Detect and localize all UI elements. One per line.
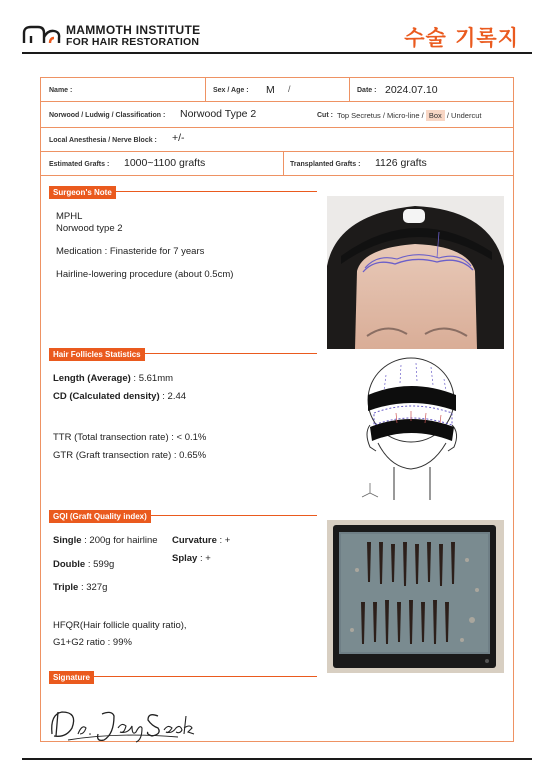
cut-label: Cut : xyxy=(317,112,333,119)
single-stat: Single : 200g for hairline xyxy=(53,535,158,546)
estimated-grafts-field[interactable]: 1000~1100 grafts xyxy=(124,157,206,169)
sex-field[interactable]: M xyxy=(266,84,275,96)
row-divider xyxy=(40,101,514,102)
follicle-monitor-photo xyxy=(327,520,504,673)
ttr-stat: TTR (Total transection rate) : < 0.1% xyxy=(53,432,207,443)
note-line-3: Medication : Finasteride for 7 years xyxy=(56,246,205,257)
classification-field[interactable]: Norwood Type 2 xyxy=(180,108,257,120)
follicle-stats-heading: Hair Follicles Statistics xyxy=(49,348,145,361)
footer-divider xyxy=(22,758,532,760)
date-label: Date : xyxy=(357,87,377,94)
header-divider xyxy=(22,52,532,54)
institute-subtitle: FOR HAIR RESTORATION xyxy=(66,36,200,48)
cut-options: Top Secretus / Micro-line / Box / Undercut xyxy=(337,111,482,120)
sex-age-label: Sex / Age : xyxy=(213,87,249,94)
column-divider xyxy=(283,151,284,175)
gqi-heading: GQI (Graft Quality index) xyxy=(49,510,151,523)
row-divider xyxy=(40,127,514,128)
ratio-stat: G1+G2 ratio : 99% xyxy=(53,637,132,648)
hfqr-label: HFQR(Hair follicle quality ratio), xyxy=(53,620,187,631)
anesthesia-field[interactable]: +/- xyxy=(172,132,185,144)
date-field[interactable]: 2024.07.10 xyxy=(385,84,438,96)
row-divider xyxy=(40,151,514,152)
mammoth-logo-icon xyxy=(22,25,62,47)
double-stat: Double : 599g xyxy=(53,559,115,570)
length-stat: Length (Average) : 5.61mm xyxy=(53,373,174,384)
column-divider xyxy=(205,77,206,101)
surgeons-note-heading: Surgeon's Note xyxy=(49,186,116,199)
note-line-4: Hairline-lowering procedure (about 0.5cm) xyxy=(56,269,234,280)
sex-age-separator: / xyxy=(288,84,291,94)
anesthesia-label: Local Anesthesia / Nerve Block : xyxy=(49,137,157,144)
classification-label: Norwood / Ludwig / Classification : xyxy=(49,112,166,119)
cut-option-top-secretus[interactable]: Top Secretus xyxy=(337,111,381,120)
cut-option-undercut[interactable]: Undercut xyxy=(451,111,482,120)
column-divider xyxy=(349,77,350,101)
hairline-photo xyxy=(327,196,504,349)
row-divider xyxy=(40,175,514,176)
note-line-2: Norwood type 2 xyxy=(56,223,123,234)
document-title: 수술 기록지 xyxy=(404,26,519,50)
transplanted-grafts-field[interactable]: 1126 grafts xyxy=(375,157,427,169)
splay-stat: Splay : + xyxy=(172,553,211,564)
institute-name: MAMMOTH INSTITUTE xyxy=(66,23,201,37)
signature-heading: Signature xyxy=(49,671,94,684)
curvature-stat: Curvature : + xyxy=(172,535,231,546)
triple-stat: Triple : 327g xyxy=(53,582,108,593)
gtr-stat: GTR (Graft transection rate) : 0.65% xyxy=(53,450,207,461)
estimated-grafts-label: Estimated Grafts : xyxy=(49,161,110,168)
cut-option-box-selected[interactable]: Box xyxy=(426,110,445,121)
cut-option-micro-line[interactable]: Micro-line xyxy=(387,111,420,120)
density-stat: CD (Calculated density) : 2.44 xyxy=(53,391,187,402)
transplanted-grafts-label: Transplanted Grafts : xyxy=(290,161,361,168)
signature-image xyxy=(48,704,198,744)
note-line-1: MPHL xyxy=(56,211,83,222)
head-diagram-icon xyxy=(356,355,471,505)
name-label: Name : xyxy=(49,87,73,94)
